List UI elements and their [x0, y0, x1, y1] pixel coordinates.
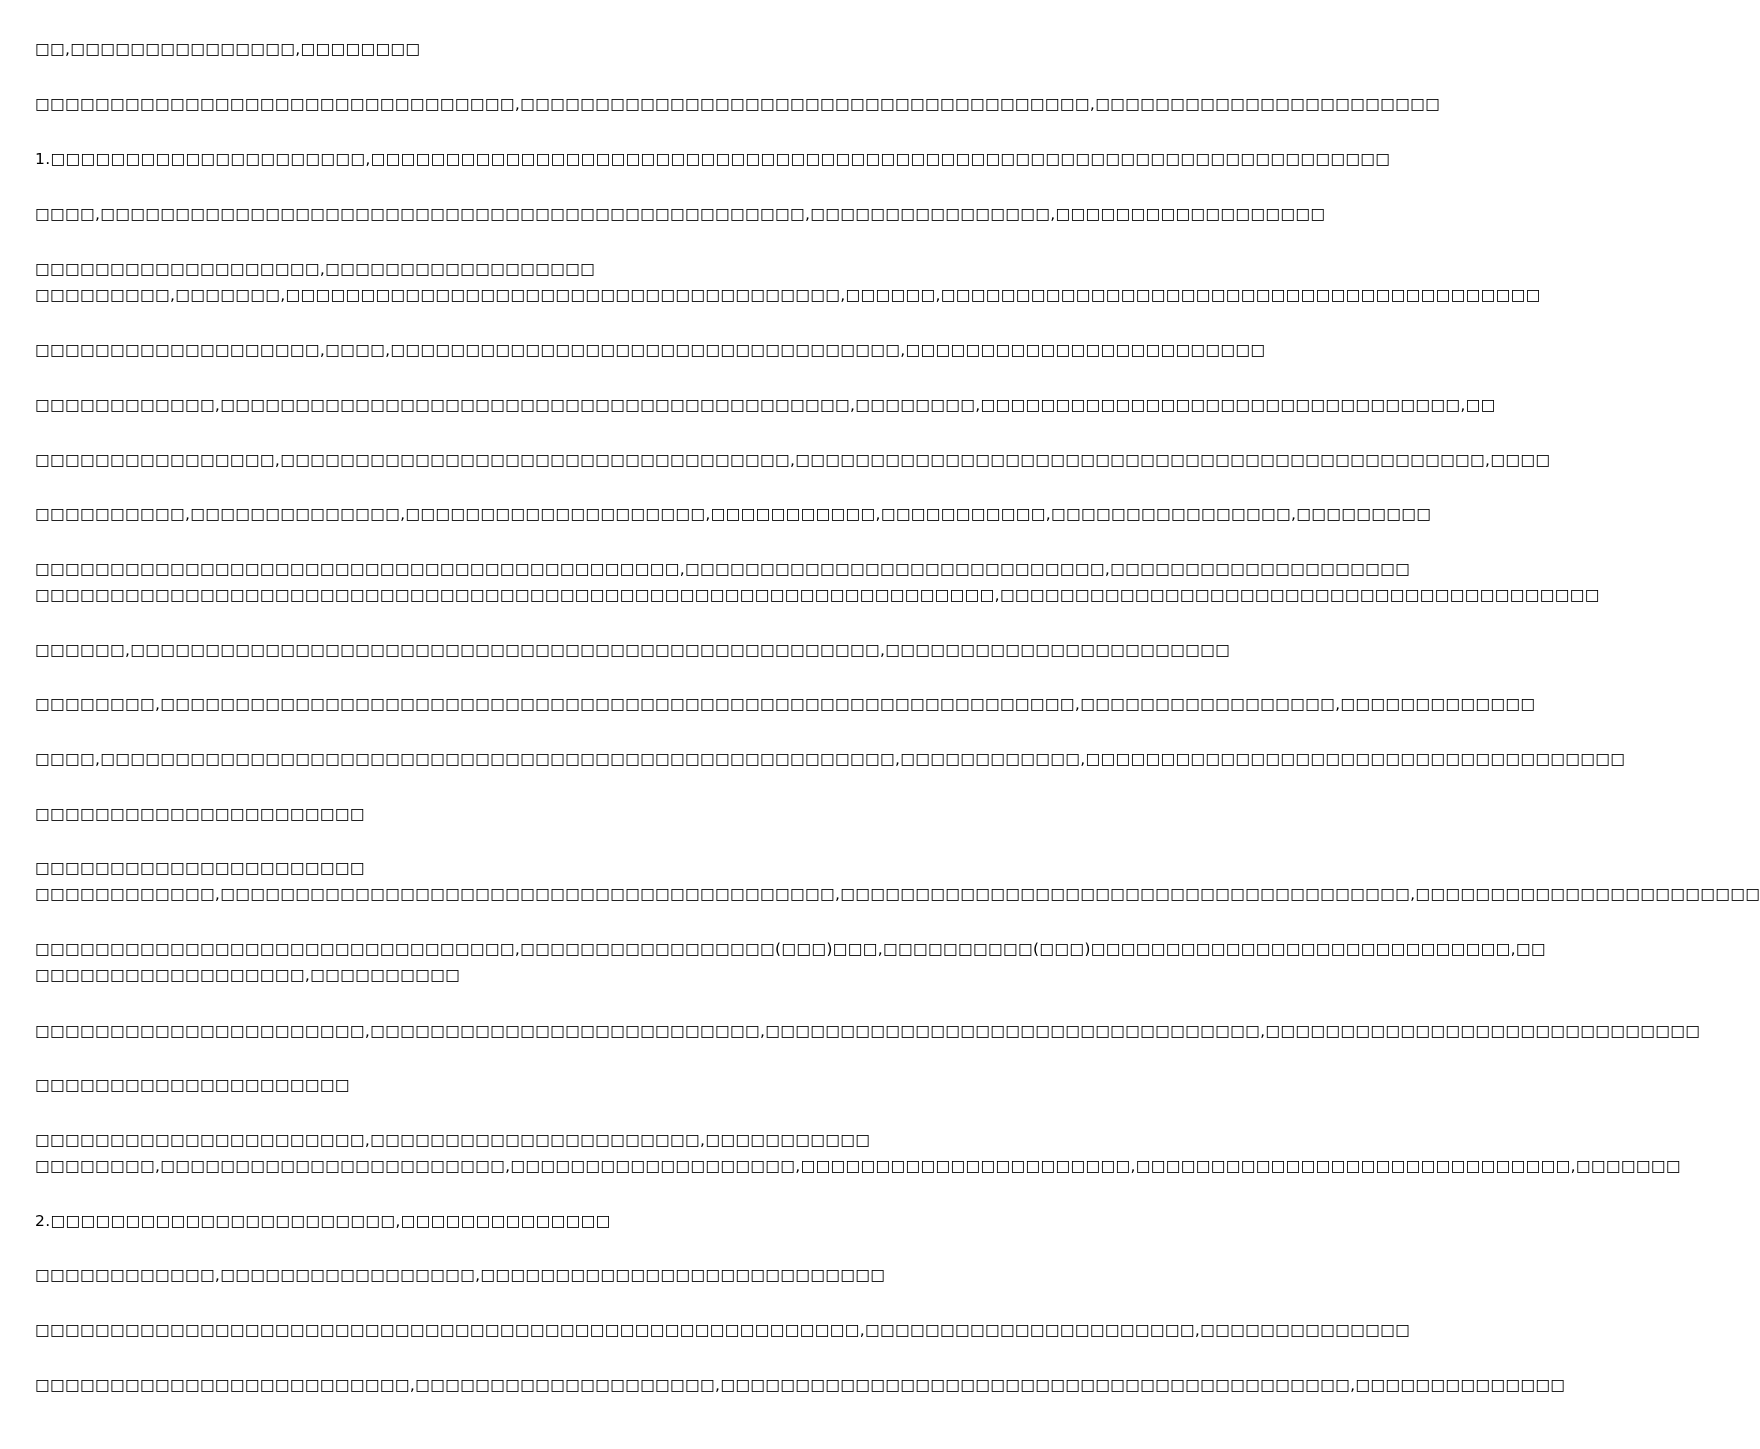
text-line: □□□□□□□□□□□□□□□□□□□□□□ [35, 859, 365, 877]
text-line: □□□□□□□□□□□□□□□□□□□□□□□□□□□□□□□□,□□□□□□□□□□□□□□□□□(□□□)□□□,□□□□□□□□□□(□□□)□□□□□□□□□□□□□□□□□□□□□□□□□□□□,□□ [35, 940, 1546, 958]
text-line: □□□□□□□□□□□□□□□□□□□□□□,□□□□□□□□□□□□□□□□□□□□□□,□□□□□□□□□□□ [35, 1131, 871, 1149]
document-page [35, 0, 1760, 1449]
text-line: □□□□□□□□□□□□□□□□□□□□□□□□□□□□□□□□,□□□□□□□□□□□□□□□□□□□□□□□□□□□□□□□□□□□□□□,□□□□□□□□□□□□□□□□□□□□□□□ [35, 95, 1441, 113]
text-line: 2.□□□□□□□□□□□□□□□□□□□□□□□,□□□□□□□□□□□□□□ [35, 1212, 611, 1230]
text-line: □□□□□□□□□□□□□□□□□□□□□□□□□□□□□□□□□□□□□□□□□□□□□□□□□□□□□□□□□□□□□□□□,□□□□□□□□□□□□□□□□□□□□□□□□□□□□□□□□□□□□□□□□ [35, 586, 1600, 604]
text-line: □□□□□□□□□□□□,□□□□□□□□□□□□□□□□□□□□□□□□□□□□□□□□□□□□□□□□□□,□□□□□□□□,□□□□□□□□□□□□□□□□□□□□□□□□□□□□□□□□,□□ [35, 396, 1496, 414]
text-line: □□□□□□□□□□□□□□□□□□□□□□,□□□□□□□□□□□□□□□□□□□□□□□□□□,□□□□□□□□□□□□□□□□□□□□□□□□□□□□□□□□□,□□□□□□□□□□□□□□□□□□□□□□□□□□□□□ [35, 1022, 1701, 1040]
text-line: □□□□□□□□□,□□□□□□□,□□□□□□□□□□□□□□□□□□□□□□□□□□□□□□□□□□□□□,□□□□□□,□□□□□□□□□□□□□□□□□□□□□□□□□□□□□□□□□□□□□□□□ [35, 286, 1541, 304]
text-line: 1.□□□□□□□□□□□□□□□□□□□□□,□□□□□□□□□□□□□□□□□□□□□□□□□□□□□□□□□□□□□□□□□□□□□□□□□□□□□□□□□□□□□□□□□□□□ [35, 150, 1391, 168]
text-line: □□□□□□□□□□,□□□□□□□□□□□□□□,□□□□□□□□□□□□□□□□□□□□,□□□□□□□□□□□,□□□□□□□□□□□,□□□□□□□□□□□□□□□□,□□□□□□□□□ [35, 505, 1432, 523]
text-line: □□□□□□□□□□□□□□□□□□□□□□ [35, 805, 365, 823]
text-line: □□□□□□□□□□□□□□□□□□,□□□□□□□□□□ [35, 966, 461, 984]
text-line: □□□□□□□□□□□□□□□□□□□□□□□□□□□□□□□□□□□□□□□□□□□,□□□□□□□□□□□□□□□□□□□□□□□□□□□□,□□□□□□□□□□□□□□□□□□□□ [35, 560, 1411, 578]
text-line: □□,□□□□□□□□□□□□□□□,□□□□□□□□ [35, 40, 421, 58]
text-line: □□□□□□□□□□□□□□□□□□□,□□□□□□□□□□□□□□□□□□ [35, 260, 596, 278]
text-line: □□□□□□□□□□□□□□□□□□□□□ [35, 1076, 350, 1094]
text-line: □□□□□□,□□□□□□□□□□□□□□□□□□□□□□□□□□□□□□□□□□□□□□□□□□□□□□□□□□,□□□□□□□□□□□□□□□□□□□□□□□ [35, 641, 1231, 659]
text-line: □□□□,□□□□□□□□□□□□□□□□□□□□□□□□□□□□□□□□□□□□□□□□□□□□□□□□□□□□□,□□□□□□□□□□□□,□□□□□□□□□□□□□□□□□□□□□□□□□□□□□□□□□□□□ [35, 750, 1626, 768]
text-line: □□□□□□□□□□□□,□□□□□□□□□□□□□□□□□□□□□□□□□□□□□□□□□□□□□□□□□,□□□□□□□□□□□□□□□□□□□□□□□□□□□□□□□□□□□□□□,□□□□□□□□□□□□□□□□□□□□□□□ [35, 885, 1760, 903]
text-line: □□□□□□□□,□□□□□□□□□□□□□□□□□□□□□□□,□□□□□□□□□□□□□□□□□□□,□□□□□□□□□□□□□□□□□□□□□□,□□□□□□□□□□□□□□□□□□□□□□□□□□□□□,□□□□□□□ [35, 1157, 1681, 1175]
text-line: □□□□□□□□□□□□□□□□,□□□□□□□□□□□□□□□□□□□□□□□□□□□□□□□□□□,□□□□□□□□□□□□□□□□□□□□□□□□□□□□□□□□□□□□□□□□□□□□□□,□□□□ [35, 451, 1551, 469]
text-line: □□□□,□□□□□□□□□□□□□□□□□□□□□□□□□□□□□□□□□□□□□□□□□□□□□□□,□□□□□□□□□□□□□□□□,□□□□□□□□□□□□□□□□□□ [35, 205, 1326, 223]
text-line: □□□□□□□□□□□□□□□□□□□,□□□□,□□□□□□□□□□□□□□□□□□□□□□□□□□□□□□□□□□,□□□□□□□□□□□□□□□□□□□□□□□□ [35, 341, 1266, 359]
text-line: □□□□□□□□,□□□□□□□□□□□□□□□□□□□□□□□□□□□□□□□□□□□□□□□□□□□□□□□□□□□□□□□□□□□□□,□□□□□□□□□□□□□□□□□,□□□□□□□□□□□□□ [35, 695, 1536, 713]
text-line: □□□□□□□□□□□□□□□□□□□□□□□□□,□□□□□□□□□□□□□□□□□□□□,□□□□□□□□□□□□□□□□□□□□□□□□□□□□□□□□□□□□□□□□□□,□□□□□□□□□□□□□□ [35, 1376, 1566, 1394]
text-line: □□□□□□□□□□□□□□□□□□□□□□□□□□□□□□□□□□□□□□□□□□□□□□□□□□□□□□□,□□□□□□□□□□□□□□□□□□□□□□,□□□□□□□□□□□□□□ [35, 1321, 1411, 1339]
text-line: □□□□□□□□□□□□,□□□□□□□□□□□□□□□□□,□□□□□□□□□□□□□□□□□□□□□□□□□□□ [35, 1266, 886, 1284]
